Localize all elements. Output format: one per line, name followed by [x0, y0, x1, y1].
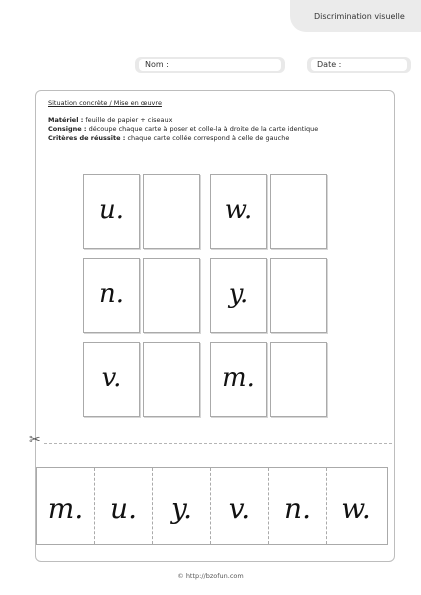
letter-card [210, 174, 267, 249]
criteres-label: Critères de réussite : [48, 134, 126, 142]
cursive-letter: m. [222, 363, 255, 393]
cursive-letter: v. [101, 363, 122, 393]
empty-slot[interactable] [143, 174, 200, 249]
name-field[interactable] [135, 57, 285, 73]
cut-card[interactable] [95, 468, 153, 544]
letter-card [83, 174, 140, 249]
footer-credit: © http://bzofun.com [177, 572, 244, 580]
cursive-letter: u. [98, 195, 124, 225]
cut-card[interactable] [327, 468, 385, 544]
cursive-letter: v. [228, 492, 251, 525]
consigne-text: découpe chaque carte à poser et colle-la à droite de la carte identique [88, 125, 319, 133]
materiel-text: feuille de papier + ciseaux [85, 116, 173, 124]
page-title: Discrimination visuelle [314, 12, 405, 21]
cursive-letter: u. [110, 492, 137, 525]
cursive-letter: y. [171, 492, 192, 525]
cut-line [44, 443, 392, 444]
cut-card[interactable] [153, 468, 211, 544]
criteres-line [48, 134, 289, 142]
cut-card[interactable] [211, 468, 269, 544]
name-label: Nom : [145, 60, 169, 69]
materiel-label: Matériel : [48, 116, 84, 124]
cursive-letter: m. [47, 492, 84, 525]
date-field[interactable] [307, 57, 411, 73]
letter-card [83, 342, 140, 417]
empty-slot[interactable] [270, 258, 327, 333]
letter-card [210, 258, 267, 333]
letter-card [83, 258, 140, 333]
empty-slot[interactable] [143, 258, 200, 333]
cut-out-strip [36, 467, 388, 545]
cut-card[interactable] [37, 468, 95, 544]
cursive-letter: n. [98, 279, 124, 309]
empty-slot[interactable] [270, 342, 327, 417]
cut-card[interactable] [269, 468, 327, 544]
situation-title: Situation concrète / Mise en œuvre [48, 99, 162, 107]
cursive-letter: w. [341, 492, 371, 525]
cursive-letter: n. [284, 492, 311, 525]
date-label: Date : [317, 60, 342, 69]
cursive-letter: y. [228, 279, 249, 309]
empty-slot[interactable] [143, 342, 200, 417]
scissors-icon: ✂ [29, 432, 41, 448]
empty-slot[interactable] [270, 174, 327, 249]
consigne-label: Consigne : [48, 125, 87, 133]
criteres-text: chaque carte collée correspond à celle de gauche [127, 134, 290, 142]
letter-card [210, 342, 267, 417]
cursive-letter: w. [224, 195, 253, 225]
materiel-line [48, 116, 172, 124]
consigne-line [48, 125, 318, 133]
